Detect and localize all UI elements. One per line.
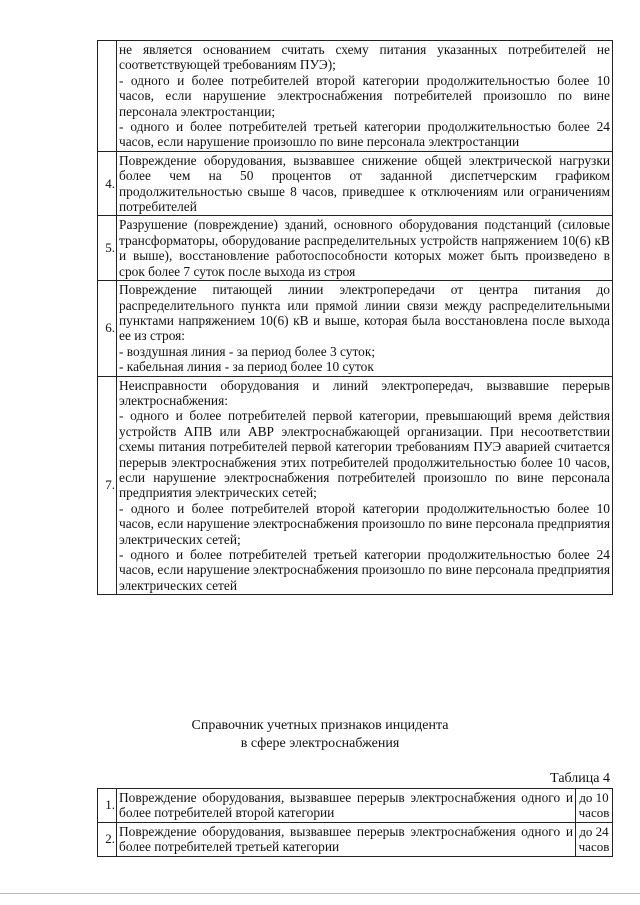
row-paragraph: - одного и более потребителей второй категории продолжительностью более 10 часов, если нарушение электроснабжения произошло по вине персонала предприятия электрических сетей;: [119, 500, 610, 547]
row-number: [98, 41, 117, 152]
row-paragraph: не является основанием считать схему питания указанных потребителей не соответствующей требованиям ПУЭ);: [119, 42, 610, 73]
row-number: 2.: [98, 822, 117, 856]
row-number: 7.: [98, 376, 117, 595]
row-paragraph: - одного и более потребителей третьей категории продолжительностью более 24 часов, если нарушение произошло по вине персонала электростанции: [119, 119, 610, 150]
row-paragraph: Неисправности оборудования и линий электропередач, вызвавшие перерыв электроснабжения:: [119, 377, 610, 408]
row-paragraph: Повреждение питающей линии электропередачи от центра питания до распределительного пункта или прямой линии связи между распределительными пунктами напряжением 10(6) кВ и выше, которая была восстановлена после выхода ее из строя:: [119, 282, 610, 344]
table-row: [98, 281, 613, 376]
row-duration: до 24 часов: [576, 822, 613, 856]
table-row: [98, 822, 613, 856]
row-text: [117, 216, 613, 281]
row-number: 1.: [98, 789, 117, 823]
criteria-table: [97, 40, 613, 595]
table-row: [98, 151, 613, 216]
table-row: [98, 376, 613, 595]
row-number: 6.: [98, 281, 117, 376]
row-paragraph: - одного и более потребителей третьей категории продолжительностью более 24 часов, если нарушение электроснабжения произошло по вине персонала предприятия электрических сетей: [119, 547, 610, 593]
table-row: [98, 41, 613, 152]
table-row: [98, 789, 613, 823]
row-duration: до 10 часов: [576, 789, 613, 823]
table-caption: Таблица 4: [550, 771, 610, 786]
row-number: 5.: [98, 216, 117, 281]
incident-table: [97, 788, 613, 857]
row-paragraph: - воздушная линия - за период более 3 суток;: [119, 343, 376, 359]
section-heading-line-1: Справочник учетных признаков инцидента: [191, 718, 449, 733]
row-text: Повреждение оборудования, вызвавшее перерыв электроснабжения одного и более потребителей второй категории: [117, 789, 576, 823]
row-text: [117, 151, 613, 216]
row-paragraph: - одного и более потребителей первой категории, превышающий время действия устройств АПВ или АВР электроснабжающей организации. При несоответствии схемы питания потребителей первой категории требованиям ПУЭ аварией считается перерыв электроснабжения этих потребителей продолжительностью более 10 часов, если нарушение электроснабжения потребителей произошло по вине персонала предприятия электрических сетей;: [119, 408, 610, 501]
page-bottom-divider: [0, 893, 640, 894]
row-paragraph: Разрушение (повреждение) зданий, основного оборудования подстанций (силовые трансформаторы, оборудование распределительных устройств напряжением 10(6) кВ и выше), восстановление работоспособности которых может быть произведено в срок более 7 суток после выхода из строя: [119, 217, 610, 279]
row-text: Повреждение оборудования, вызвавшее перерыв электроснабжения одного и более потребителей третьей категории: [117, 822, 576, 856]
row-text: [117, 281, 613, 376]
row-paragraph: Повреждение оборудования, вызвавшее снижение общей электрической нагрузки более чем на 50 процентов от заданной диспетчерским графиком продолжительностью свыше 8 часов, приведшее к отключениям или ограничениям потребителей: [119, 152, 610, 215]
row-paragraph: - кабельная линия - за период более 10 суток: [119, 359, 374, 375]
row-text: [117, 376, 613, 595]
section-heading-line-2: в сфере электроснабжения: [240, 736, 400, 751]
table-row: [98, 216, 613, 281]
row-text: [117, 41, 613, 152]
row-paragraph: - одного и более потребителей второй категории продолжительностью более 10 часов, если нарушение электроснабжения потребителей произошло по вине персонала электростанции;: [119, 72, 610, 119]
row-number: 4.: [98, 151, 117, 216]
